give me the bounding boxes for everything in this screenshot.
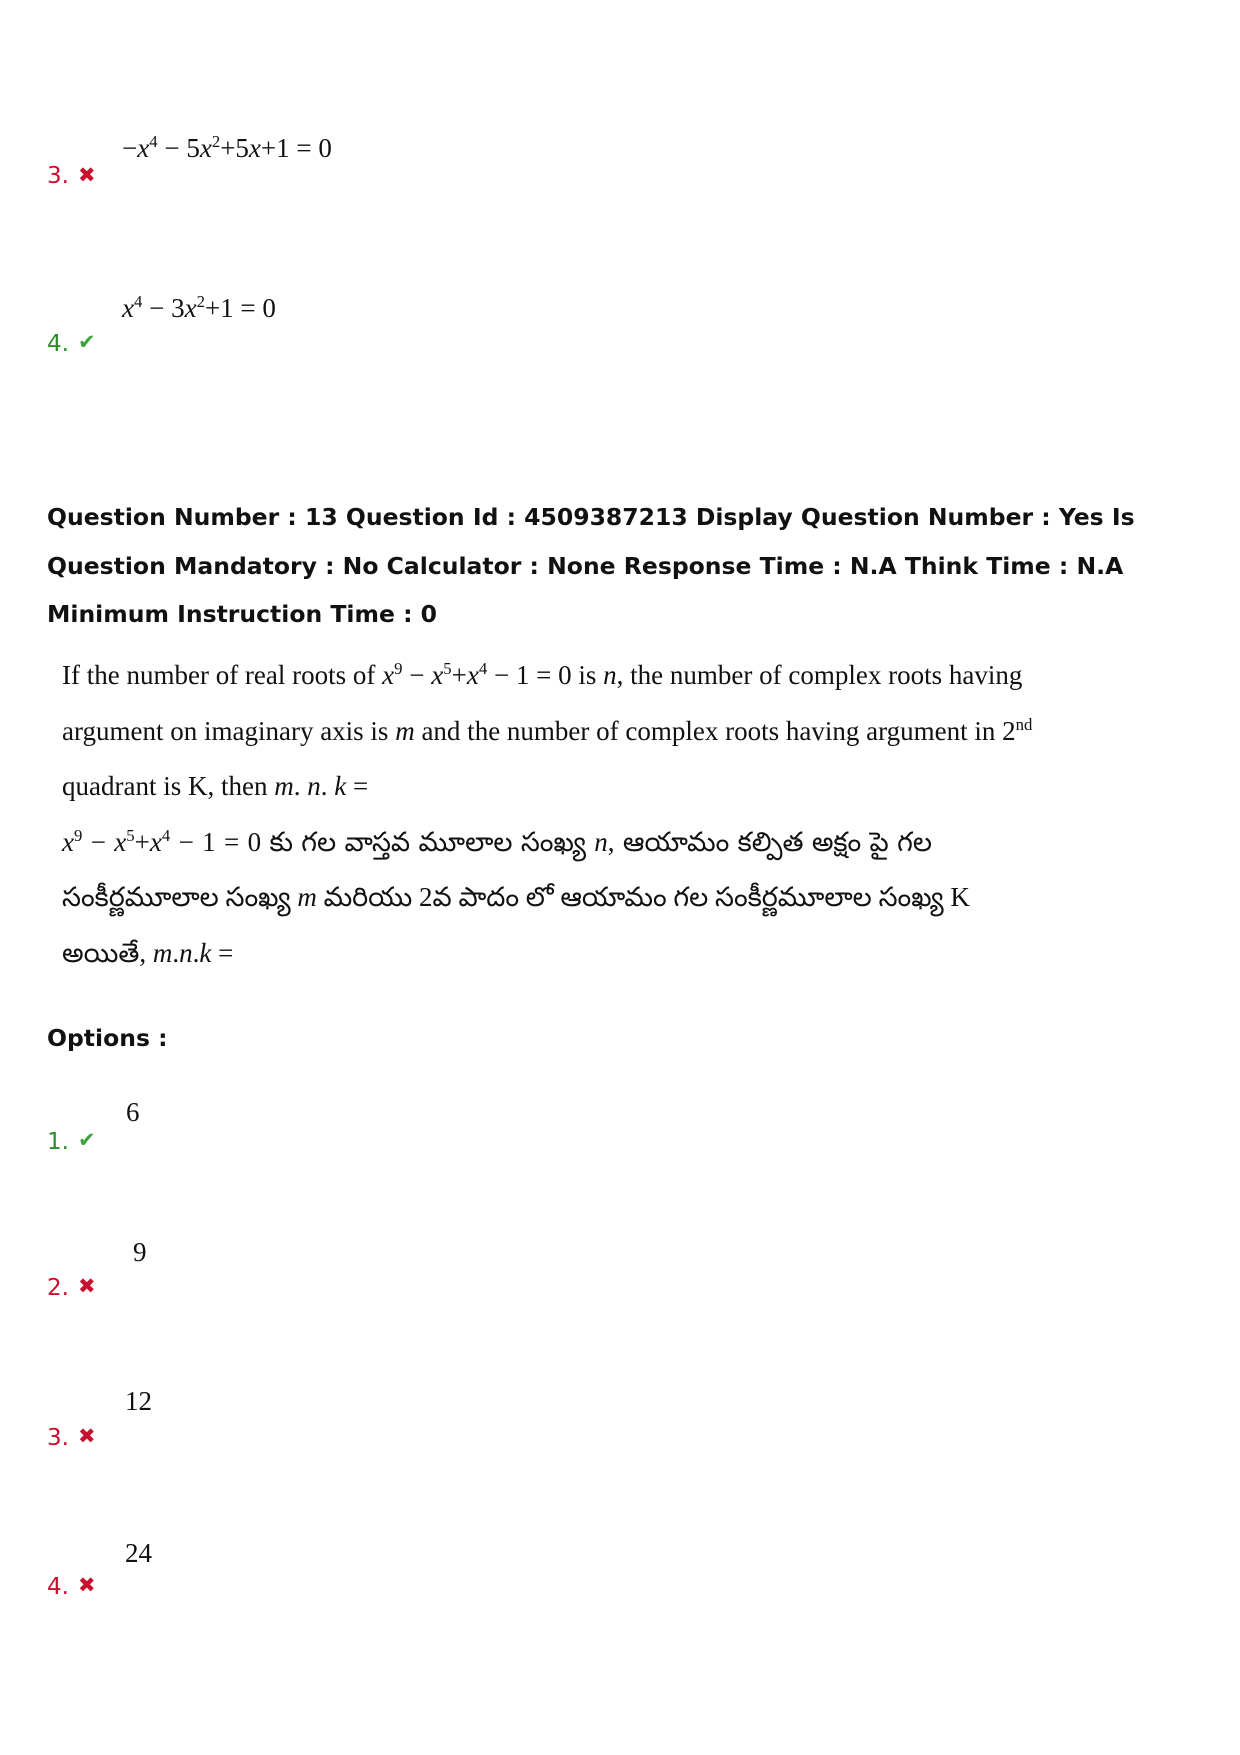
option-2-value: 9 xyxy=(133,1237,147,1267)
cross-icon: ✖ xyxy=(78,1274,96,1298)
question-text xyxy=(62,655,1033,988)
options-label: Options : xyxy=(47,1024,168,1052)
check-icon: ✔ xyxy=(78,330,96,354)
option-1-value: 6 xyxy=(126,1097,140,1127)
option-2-number: 2. xyxy=(47,1275,69,1301)
option-1-number: 1. xyxy=(47,1129,69,1155)
prev-option-4-number: 4. xyxy=(47,331,69,357)
option-3-value: 12 xyxy=(125,1386,152,1416)
question-telugu-line-2: సంకీర్ణమూలాల సంఖ్య m మరియు 2వ పాదం లో ఆయామం గల సంకీర్ణమూలాల సంఖ్య K xyxy=(62,882,970,912)
question-meta: Question Number : 13 Question Id : 4509387213 Display Question Number : Yes Is Question Mandatory : No Calculator : None Response Time : N.A Think Time : N.A Minimum Instruction Time : 0 xyxy=(47,503,1135,628)
question-telugu-line-1: $x^9 - x^5+x^4 - 1 = 0$ కు గల వాస్తవ మూలాల సంఖ్య n, ఆయామం కల్పిత అక్షం పై గల xyxy=(62,825,932,857)
cross-icon: ✖ xyxy=(78,1573,96,1597)
prev-option-4-expression: $x^4 - 3x^2+1 = 0$ xyxy=(122,292,276,323)
question-english-line-3: quadrant is K, then m. n. k = xyxy=(62,771,369,801)
question-english-line-1: If the number of real roots of $x^9 - x^5+x^4 - 1 = 0$ is n, the number of complex roots having xyxy=(62,659,1023,690)
check-icon: ✔ xyxy=(78,1128,96,1152)
cross-icon: ✖ xyxy=(78,163,96,187)
question-english-line-2: argument on imaginary axis is m and the number of complex roots having argument in 2nd xyxy=(62,714,1033,746)
question-telugu-line-3: అయితే, m.n.k = xyxy=(62,937,234,968)
option-4-number: 4. xyxy=(47,1574,69,1600)
cross-icon: ✖ xyxy=(78,1424,96,1448)
prev-option-3-number: 3. xyxy=(47,163,69,189)
option-4-value: 24 xyxy=(125,1538,152,1568)
prev-option-3-expression: $-x^4 - 5x^2+5x+1 = 0$ xyxy=(122,132,332,163)
option-3-number: 3. xyxy=(47,1425,69,1451)
